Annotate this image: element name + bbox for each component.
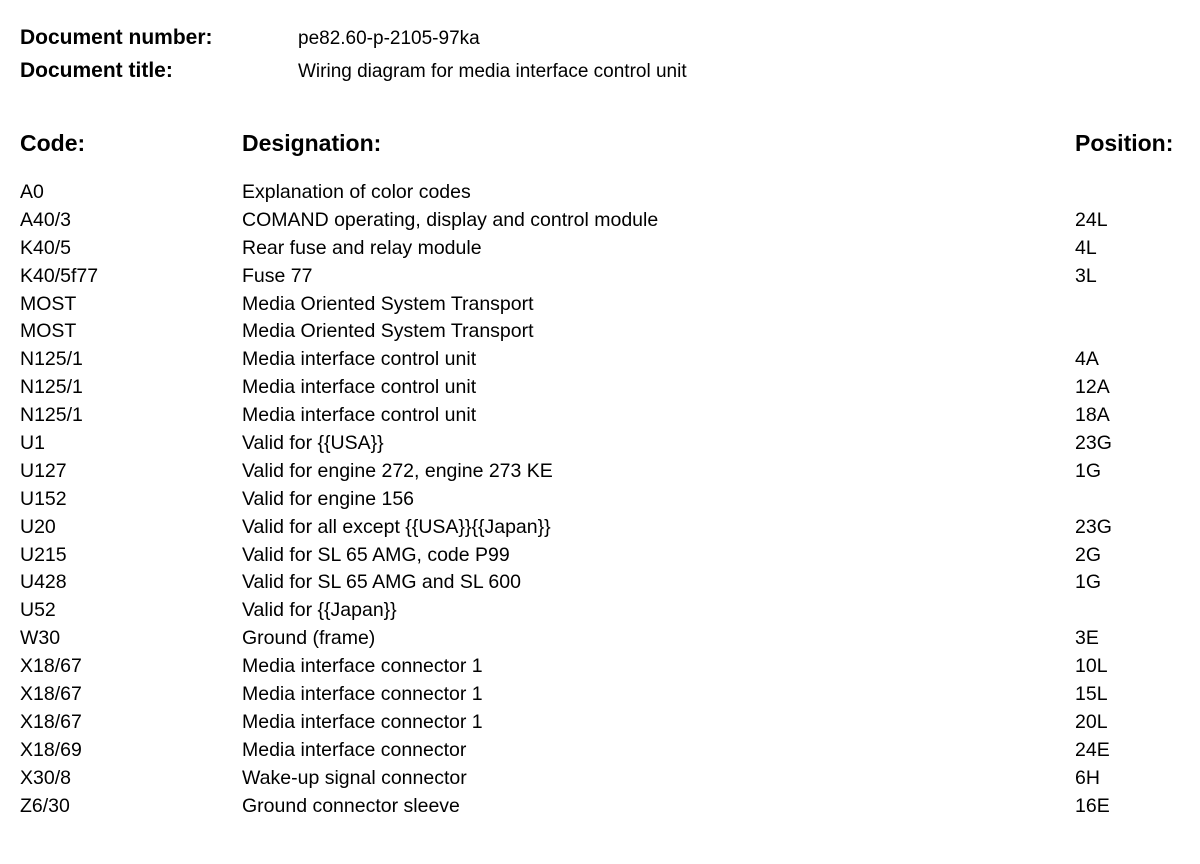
cell-code: U52 [20,599,56,622]
document-title-label: Document title: [20,59,173,82]
table-row [0,237,1200,265]
table-row [0,488,1200,516]
cell-code: K40/5 [20,236,71,259]
table-row [0,376,1200,404]
cell-code: X30/8 [20,766,71,789]
table-row [0,209,1200,237]
table-row [0,599,1200,627]
cell-designation: Media Oriented System Transport [242,320,534,343]
header-position: Position: [1075,130,1174,156]
header-designation: Designation: [242,130,382,156]
cell-designation: Media interface connector 1 [242,710,483,733]
document-number-label: Document number: [20,26,213,49]
cell-code: X18/69 [20,738,82,761]
cell-designation: Ground connector sleeve [242,794,460,817]
cell-position: 15L [1075,683,1108,706]
cell-code: U215 [20,543,67,566]
cell-position: 1G [1075,459,1102,482]
table-row [0,544,1200,572]
cell-designation: Wake-up signal connector [242,766,467,789]
cell-designation: Valid for all except {{USA}}{{Japan}} [242,515,551,538]
cell-code: X18/67 [20,710,82,733]
cell-designation: Valid for SL 65 AMG and SL 600 [242,571,521,594]
document-title-value: Wiring diagram for media interface control unit [298,61,687,82]
cell-position: 24E [1075,738,1110,761]
cell-code: X18/67 [20,683,82,706]
cell-position: 2G [1075,543,1102,566]
table-row [0,655,1200,683]
table-row [0,293,1200,321]
cell-designation: Ground (frame) [242,627,376,650]
cell-position: 10L [1075,655,1108,678]
cell-position: 18A [1075,404,1110,427]
cell-designation: Fuse 77 [242,264,313,287]
table-row [0,767,1200,795]
cell-designation: Valid for engine 272, engine 273 KE [242,459,553,482]
header-code: Code: [20,130,86,156]
cell-position: 12A [1075,376,1110,399]
cell-position: 24L [1075,208,1108,231]
cell-position: 3L [1075,264,1097,287]
cell-designation: Media interface control unit [242,376,477,399]
cell-code: N125/1 [20,404,83,427]
component-table [0,181,1200,822]
table-row [0,795,1200,823]
cell-position: 23G [1075,515,1112,538]
cell-code: X18/67 [20,655,82,678]
cell-designation: Explanation of color codes [242,181,471,203]
cell-position: 6H [1075,766,1100,789]
table-header [0,130,1200,160]
table-row [0,181,1200,209]
table-row [0,404,1200,432]
cell-code: Z6/30 [20,794,70,817]
cell-designation: Media interface control unit [242,404,477,427]
cell-code: U127 [20,459,67,482]
cell-code: U428 [20,571,67,594]
cell-designation: Media interface connector 1 [242,655,483,678]
cell-position: 16E [1075,794,1110,817]
table-row [0,348,1200,376]
cell-designation: Media Oriented System Transport [242,292,534,315]
table-row [0,571,1200,599]
cell-code: MOST [20,320,77,343]
table-row [0,460,1200,488]
cell-designation: Media interface connector 1 [242,683,483,706]
cell-position: 20L [1075,710,1108,733]
cell-position: 1G [1075,571,1102,594]
table-row [0,516,1200,544]
table-row [0,432,1200,460]
cell-position: 4L [1075,236,1097,259]
cell-code: MOST [20,292,77,315]
table-row [0,711,1200,739]
table-row [0,683,1200,711]
cell-code: A40/3 [20,208,71,231]
table-row [0,265,1200,293]
table-row [0,739,1200,767]
cell-position: 23G [1075,432,1112,455]
cell-code: U1 [20,432,45,455]
cell-designation: Valid for SL 65 AMG, code P99 [242,543,510,566]
table-row [0,320,1200,348]
cell-code: W30 [20,627,61,650]
cell-position: 3E [1075,627,1099,650]
cell-designation: Rear fuse and relay module [242,236,482,259]
cell-designation: Valid for {{Japan}} [242,599,397,622]
cell-designation: Valid for {{USA}} [242,432,384,455]
document-number-value: pe82.60-p-2105-97ka [298,28,480,49]
table-row [0,627,1200,655]
cell-designation: Valid for engine 156 [242,487,415,510]
cell-code: A0 [20,181,44,203]
cell-code: N125/1 [20,348,83,371]
cell-position: 4A [1075,348,1099,371]
cell-designation: Media interface connector [242,738,467,761]
cell-code: K40/5f77 [20,264,99,287]
cell-designation: Media interface control unit [242,348,477,371]
cell-code: U152 [20,487,67,510]
cell-code: U20 [20,515,56,538]
cell-code: N125/1 [20,376,83,399]
cell-designation: COMAND operating, display and control module [242,208,659,231]
